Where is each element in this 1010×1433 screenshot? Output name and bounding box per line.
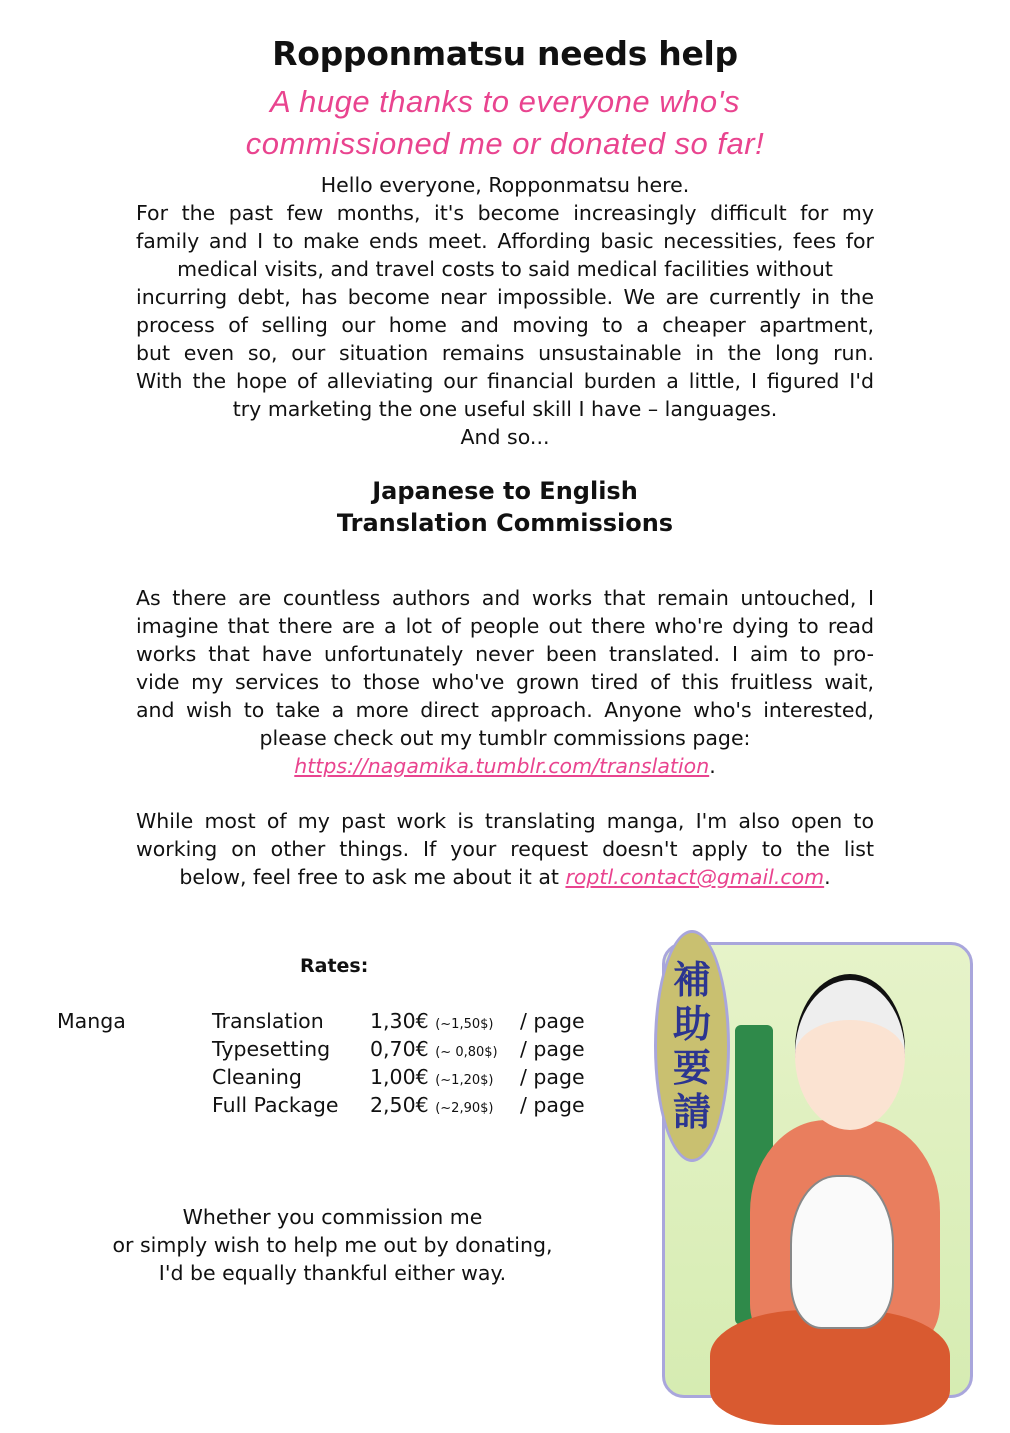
rates-category: Manga: [57, 1009, 126, 1033]
page-title: Ropponmatsu needs help: [272, 34, 738, 73]
section-heading: Translation Commissions: [336, 509, 674, 537]
closing-line: Whether you commission me: [182, 1205, 483, 1229]
section-heading: Japanese to English: [372, 477, 638, 505]
intro-line: medical visits, and travel costs to said medical facilities without: [177, 257, 833, 281]
rate-eur: 1,30€ (~1,50$): [370, 1009, 494, 1033]
closing-line: or simply wish to help me out by donating,: [112, 1233, 553, 1257]
rates-label: Rates:: [300, 955, 369, 977]
intro-line: incurring debt, has become near impossible. We are currently in the: [136, 285, 874, 309]
rate-per: / page: [520, 1009, 585, 1033]
thanks-line: commissioned me or donated so far!: [245, 126, 765, 161]
para2-line: please check out my tumblr commissions page:: [259, 726, 751, 750]
para2-line: and wish to take a more direct approach. Anyone who's interested,: [136, 698, 874, 722]
rate-name: Cleaning: [212, 1065, 302, 1089]
link-line: [136, 752, 874, 780]
closing-line: I'd be equally thankful either way.: [158, 1261, 507, 1285]
intro-line: try marketing the one useful skill I have – languages.: [232, 397, 778, 421]
white-dog: [790, 1175, 894, 1329]
intro-line: For the past few months, it's become increasingly difficult for my: [136, 201, 874, 225]
para2-line: works that have unfortunately never been translated. I aim to pro-: [136, 642, 874, 666]
rate-eur: 1,00€ (~1,20$): [370, 1065, 494, 1089]
rate-eur: 0,70€ (~ 0,80$): [370, 1037, 498, 1061]
intro-line: And so...: [460, 425, 550, 449]
intro-line: but even so, our situation remains unsustainable in the long run.: [136, 341, 874, 365]
rate-per: / page: [520, 1065, 585, 1089]
para2-line: imagine that there are a lot of people out there who're dying to read: [136, 614, 874, 638]
thanks-line: A huge thanks to everyone who's: [269, 84, 741, 119]
period: .: [824, 865, 831, 889]
illustration: [640, 930, 980, 1430]
rate-name: Translation: [212, 1009, 324, 1033]
para3-line: working on other things. If your request doesn't apply to the list: [136, 837, 874, 861]
intro-line: With the hope of alleviating our financial burden a little, I figured I'd: [136, 369, 874, 393]
rate-per: / page: [520, 1037, 585, 1061]
rate-name: Full Package: [212, 1093, 339, 1117]
rate-name: Typesetting: [212, 1037, 331, 1061]
tumblr-link[interactable]: https://nagamika.tumblr.com/translation: [294, 754, 710, 778]
intro-line: family and I to make ends meet. Affording basic necessities, fees for: [136, 229, 874, 253]
para3-line: While most of my past work is translating manga, I'm also open to: [136, 809, 874, 833]
para3-text: below, feel free to ask me about it at: [179, 865, 559, 889]
period: .: [709, 754, 716, 778]
girl-head: [795, 980, 905, 1130]
para2-line: As there are countless authors and works that remain untouched, I: [136, 586, 874, 610]
kanji-banner: 補 助 要 請: [654, 930, 730, 1162]
email-link[interactable]: roptl.contact@gmail.com: [565, 865, 825, 889]
rate-per: / page: [520, 1093, 585, 1117]
intro-line: process of selling our home and moving to a cheaper apartment,: [136, 313, 874, 337]
intro-line: Hello everyone, Ropponmatsu here.: [320, 173, 690, 197]
para2-line: vide my services to those who've grown tired of this fruitless wait,: [136, 670, 874, 694]
para3-line: [136, 863, 874, 891]
rate-eur: 2,50€ (~2,90$): [370, 1093, 494, 1117]
